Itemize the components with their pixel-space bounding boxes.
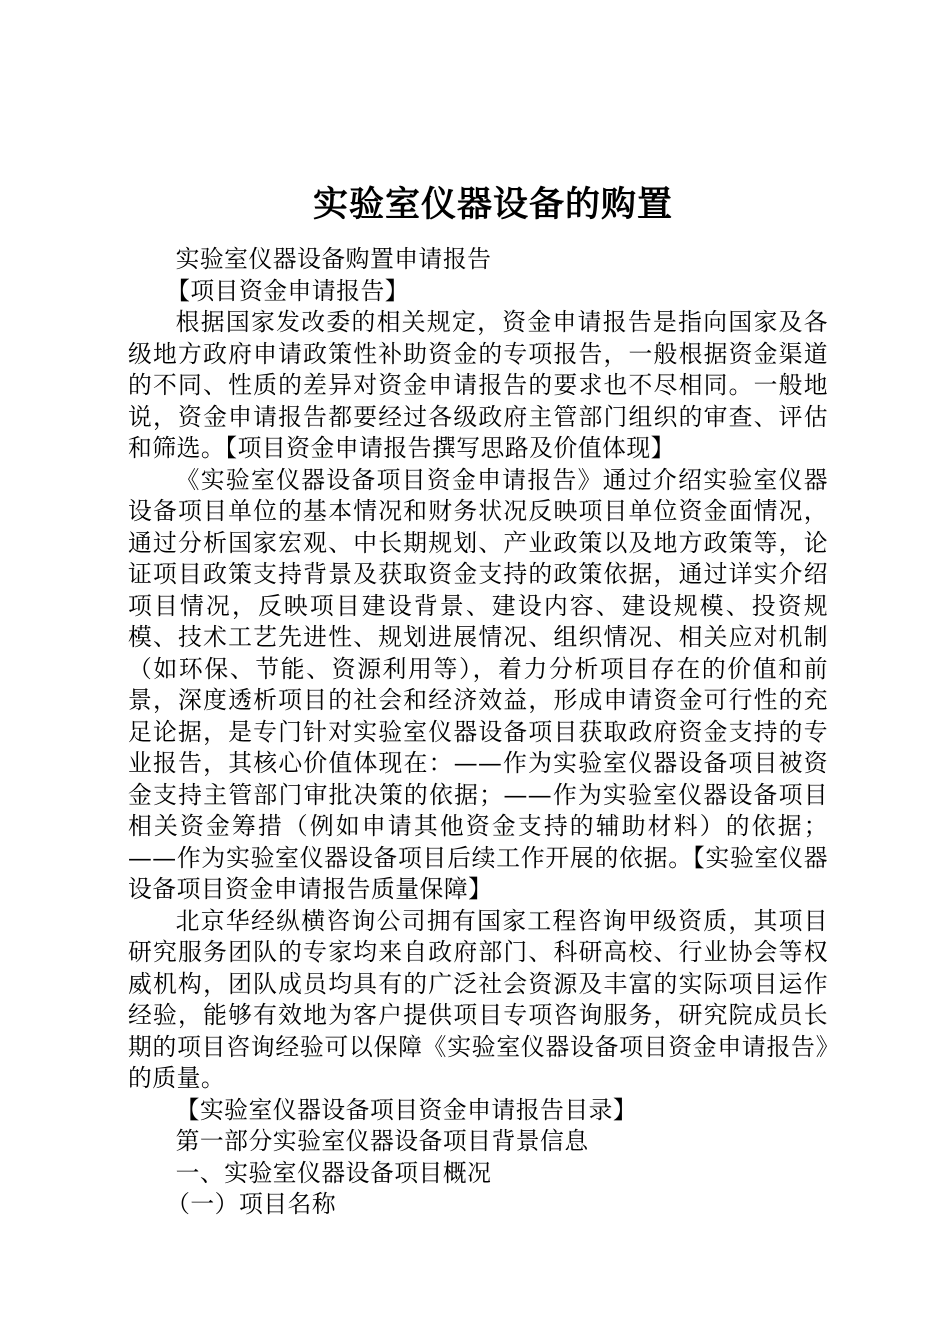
- paragraph-report-value: 《实验室仪器设备项目资金申请报告》通过介绍实验室仪器设备项目单位的基本情况和财务状况反映项目单位资金面情况，通过分析国家宏观、中长期规划、产业政策以及地方政策等，论证项目政策支持背景及获取资金支持的政策依据，通过详实介绍项目情况，反映项目建设背景、建设内容、建设规模、投资规模、技术工艺先进性、规划进展情况、组织情况、相关应对机制（如环保、节能、资源利用等），着力分析项目存在的价值和前景，深度透析项目的社会和经济效益，形成申请资金可行性的充足论据，是专门针对实验室仪器设备项目获取政府资金支持的专业报告，其核心价值体现在：——作为实验室仪器设备项目被资金支持主管部门审批决策的依据；——作为实验室仪器设备项目相关资金筹措（例如申请其他资金支持的辅助材料）的依据；——作为实验室仪器设备项目后续工作开展的依据。【实验室仪器设备项目资金申请报告质量保障】: [128, 465, 828, 903]
- toc-part-one: 第一部分实验室仪器设备项目背景信息: [175, 1127, 589, 1155]
- paragraph-quality-assurance: 北京华经纵横咨询公司拥有国家工程咨询甲级资质，其项目研究服务团队的专家均来自政府部门、科研高校、行业协会等权威机构，团队成员均具有的广泛社会资源及丰富的实际项目运作经验，能够有效地为客户提供项目专项咨询服务，研究院成员长期的项目咨询经验可以保障《实验室仪器设备项目资金申请报告》的质量。: [128, 906, 828, 1092]
- toc-item-project-name: （一）项目名称: [166, 1190, 337, 1218]
- section-heading-table-of-contents: 【实验室仪器设备项目资金申请报告目录】: [175, 1095, 638, 1124]
- paragraph-regulations: 根据国家发改委的相关规定，资金申请报告是指向国家及各级地方政府申请政策性补助资金的专项报告，一般根据资金渠道的不同、性质的差异对资金申请报告的要求也不尽相同。一般地说，资金申请报告都要经过各级政府主管部门组织的审查、评估和筛选。【项目资金申请报告撰写思路及价值体现】: [128, 308, 828, 462]
- report-subtitle: 实验室仪器设备购置申请报告: [175, 245, 492, 273]
- section-heading-fund-report: 【项目资金申请报告】: [166, 276, 410, 305]
- document-page: [128, 180, 828, 1221]
- toc-chapter-one: 一、实验室仪器设备项目概况: [175, 1158, 492, 1187]
- document-title: 实验室仪器设备的购置: [312, 185, 673, 225]
